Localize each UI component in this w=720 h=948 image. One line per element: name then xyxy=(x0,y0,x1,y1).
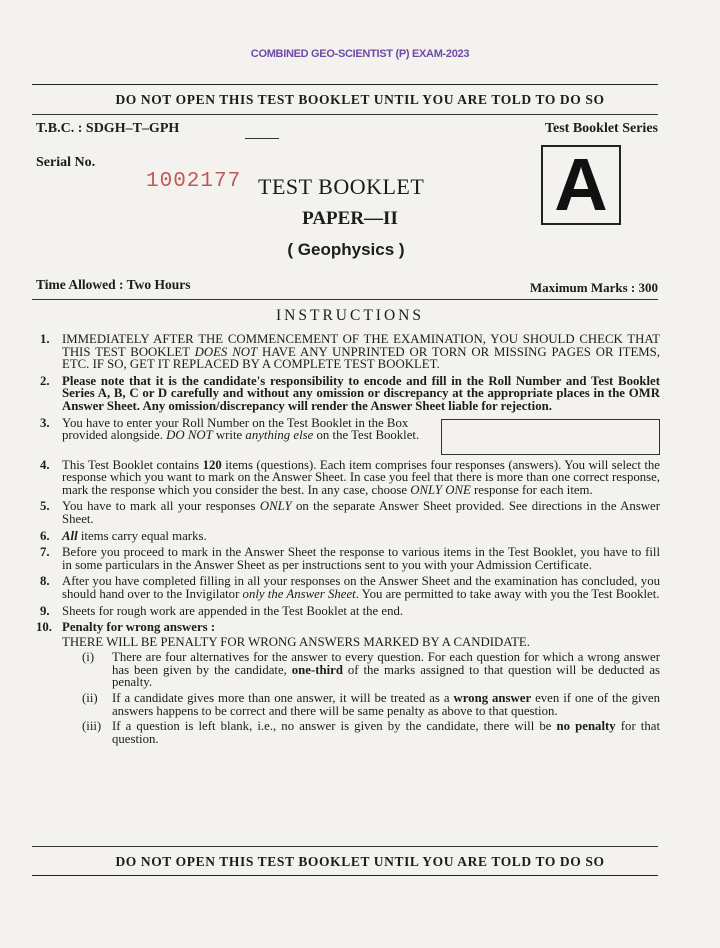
instruction-number: 4. xyxy=(40,457,50,472)
instruction-text: on the separate Answer Sheet provided. See directions in the Answer Sheet. xyxy=(62,499,660,526)
instruction-text: of the marks assigned to that question will be deducted as penalty. xyxy=(112,662,661,690)
instruction-emphasis: DOES NOT xyxy=(194,344,258,359)
instruction-emphasis: 120 xyxy=(202,457,222,472)
instruction-number: 7. xyxy=(40,545,50,560)
instruction-emphasis: no penalty xyxy=(556,719,616,734)
bottom-warning-banner: DO NOT OPEN THIS TEST BOOKLET UNTIL YOU ARE TOLD TO DO SO xyxy=(115,854,605,869)
instruction-text: You have to enter your Roll Number on the Test Booklet in the Box provided alongside. xyxy=(62,415,409,443)
tbc-underline xyxy=(245,138,279,139)
top-rule xyxy=(32,84,658,85)
instruction-number: 3. xyxy=(40,415,50,430)
header-bottom-rule xyxy=(32,299,658,300)
instruction-7 xyxy=(36,546,660,571)
instruction-text: on the Test Booklet. xyxy=(313,428,420,443)
instruction-emphasis: wrong answer xyxy=(453,691,532,706)
instruction-text: HAVE ANY UNPRINTED OR TORN OR MISSING PAGES OR ITEMS, ETC. IF SO, GET IT REPLACED BY A COMPLETE TEST BOOKLET. xyxy=(62,344,660,372)
instruction-3 xyxy=(36,417,660,455)
instruction-text: for that question. xyxy=(112,719,660,746)
instruction-text: even if one of the given answers happens to be correct and there will be same penalty as above to that question. xyxy=(112,691,660,718)
instruction-text: items (questions). Each item comprises four responses (answers). You will select the response which you want to mark on the Answer Sheet. In case you feel that there is more than one correct response, mark the response which you consider the best. In any case, choose xyxy=(62,457,660,497)
instruction-5 xyxy=(36,500,660,525)
penalty-point-2 xyxy=(82,692,660,717)
instruction-text: . You are permitted to take away with you the Test Booklet. xyxy=(355,586,660,601)
instruction-emphasis: one-third xyxy=(291,662,343,677)
instruction-emphasis: ONLY ONE xyxy=(410,482,471,497)
instruction-text: IMMEDIATELY AFTER THE COMMENCEMENT OF THE EXAMINATION, YOU SHOULD CHECK THAT THIS TEST BOOKLET xyxy=(62,332,660,359)
penalty-heading: Penalty for wrong answers : xyxy=(62,620,216,635)
instruction-number: 8. xyxy=(40,574,50,589)
instruction-number: 2. xyxy=(40,373,50,388)
instruction-emphasis: DO NOT xyxy=(166,428,213,443)
instruction-text: There are four alternatives for the answer to every question. For each question for which a wrong answer has been given by the candidate, xyxy=(112,650,660,677)
maximum-marks: Maximum Marks : 300 xyxy=(529,280,658,295)
instruction-text: You have to mark all your responses xyxy=(62,499,260,514)
footer-rule-top xyxy=(32,846,658,847)
sub-number: (i) xyxy=(82,650,95,665)
instruction-emphasis: All xyxy=(62,528,78,543)
exam-stamp: COMBINED GEO-SCIENTIST (P) EXAM-2023 xyxy=(250,48,470,60)
instruction-number: 1. xyxy=(40,332,50,346)
sub-number: (iii) xyxy=(82,719,102,734)
instruction-number: 6. xyxy=(40,528,50,543)
instruction-9 xyxy=(36,605,660,618)
penalty-point-1 xyxy=(82,651,660,689)
instruction-text: items carry equal marks. xyxy=(77,528,207,543)
booklet-title: TEST BOOKLET xyxy=(258,174,425,199)
instruction-10 xyxy=(36,621,660,745)
instruction-text: response for each item. xyxy=(470,482,593,497)
instruction-text: If a candidate gives more than one answer, it will be treated as a xyxy=(112,691,454,706)
instruction-text: Sheets for rough work are appended in the Test Booklet at the end. xyxy=(62,603,404,618)
top-warning-banner: DO NOT OPEN THIS TEST BOOKLET UNTIL YOU ARE TOLD TO DO SO xyxy=(115,92,605,107)
instruction-8 xyxy=(36,575,660,600)
penalty-intro: THERE WILL BE PENALTY FOR WRONG ANSWERS MARKED BY A CANDIDATE. xyxy=(62,634,530,649)
instructions-title: INSTRUCTIONS xyxy=(276,307,424,324)
instruction-text: If a question is left blank, i.e., no answer is given by the candidate, there will be xyxy=(112,719,557,734)
tbc-code: T.B.C. : SDGH–T–GPH xyxy=(36,121,180,136)
instruction-2 xyxy=(36,375,660,413)
banner-rule xyxy=(32,114,658,115)
instruction-emphasis: only the Answer Sheet xyxy=(242,586,356,601)
penalty-point-3 xyxy=(82,720,660,745)
instruction-number: 5. xyxy=(40,499,50,514)
instruction-text: Please note that it is the candidate's responsibility to encode and fill in the Roll Number and Test Booklet Series A, B, C or D carefully and without any omission or discrepancy at the appropriate places in the OMR Answer Sheet. Any omission/discrepancy will render the Answer Sheet liable for rejection. xyxy=(62,373,660,413)
instruction-number: 10. xyxy=(36,620,52,635)
serial-number: 1002177 xyxy=(146,170,242,193)
sub-number: (ii) xyxy=(82,691,98,706)
roll-number-box[interactable] xyxy=(441,419,660,455)
instruction-1 xyxy=(36,333,660,371)
instruction-text: After you have completed filling in all your responses on the Answer Sheet and the examination has concluded, you should hand over to the Invigilator xyxy=(62,574,660,601)
instruction-6 xyxy=(36,530,660,543)
instructions-list xyxy=(36,333,660,749)
subject-title: ( Geophysics ) xyxy=(287,240,405,259)
instruction-text: write xyxy=(212,428,246,443)
serial-label: Serial No. xyxy=(36,155,96,170)
instruction-emphasis: ONLY xyxy=(259,499,292,514)
instruction-text: Before you proceed to mark in the Answer Sheet the response to various items in the Test Booklet, you have to fill in some particulars in the Answer Sheet as per instructions sent to you with your Admission Certificate. xyxy=(62,545,660,572)
instruction-text: This Test Booklet contains xyxy=(62,457,203,472)
paper-title: PAPER—II xyxy=(302,208,398,229)
instruction-4 xyxy=(36,459,660,497)
instruction-number: 9. xyxy=(40,603,50,618)
instruction-emphasis: anything else xyxy=(245,428,314,443)
series-label: Test Booklet Series xyxy=(544,121,658,136)
footer-rule-bottom xyxy=(32,875,658,876)
time-allowed: Time Allowed : Two Hours xyxy=(36,277,191,292)
series-letter: A xyxy=(554,143,608,226)
